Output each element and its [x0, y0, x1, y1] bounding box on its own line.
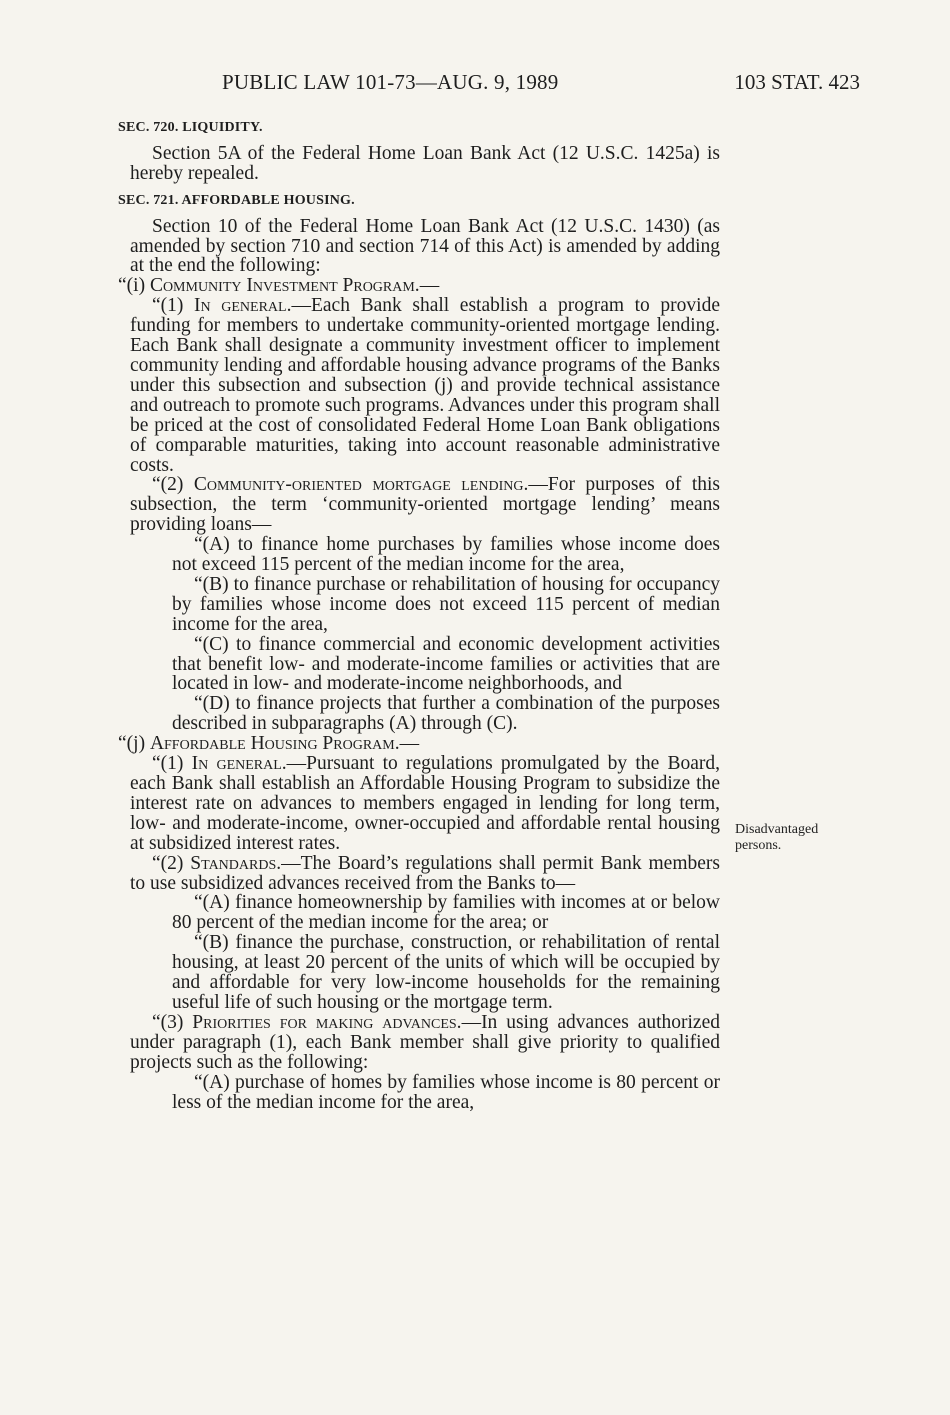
subsection-j-p2-text: —The Board’s regulations shall permit Bank members to use subsidized advances received from the Banks to— [130, 852, 720, 894]
subsection-i-paragraph-2 [130, 475, 720, 535]
subsection-i-heading [118, 275, 720, 297]
subsection-i-paragraph-1 [130, 296, 720, 475]
subsection-j-prefix: “(j) [118, 733, 150, 755]
subsection-j-p1-heading: In general. [191, 753, 287, 775]
subsection-i-dash: — [419, 275, 440, 297]
subsection-j-dash: — [399, 733, 420, 755]
section-720-heading: SEC. 720. LIQUIDITY. [118, 120, 263, 135]
subsection-i-clause-a: “(A) to finance home purchases by families whose income does not exceed 115 percent of the median income for the area, [172, 534, 720, 576]
section-720-text: Section 5A of the Federal Home Loan Bank Act (12 U.S.C. 1425a) is hereby repealed. [130, 142, 720, 184]
subsection-j-paragraph-1 [130, 754, 720, 854]
subsection-j-clause-b: “(B) finance the purchase, construction, or rehabilitation of rental housing, at least 20 percent of the units of which will be occupied by and affordable for very low-income households for the remaining useful life of such housing or the mortgage term. [172, 932, 720, 1013]
subsection-j-heading [118, 733, 720, 755]
subsection-i-p2-heading: Community-oriented mortgage lending. [193, 474, 529, 496]
subsection-j-p3-clause-a: “(A) purchase of homes by families whose income is 80 percent or less of the median income for the area, [172, 1071, 720, 1113]
subsection-i-clause-d: “(D) to finance projects that further a combination of the purposes described in subparagraphs (A) through (C). [172, 693, 720, 735]
subsection-j-title: Affordable Housing Program. [149, 733, 400, 755]
subsection-j-p2-prefix: “(2) [152, 852, 191, 874]
subsection-i-p2-text: —For purposes of this subsection, the term ‘community-oriented mortgage lending’ means providing loans— [130, 474, 720, 536]
subsection-i-p1-prefix: “(1) [152, 295, 195, 317]
subsection-j-clause-a: “(A) finance homeownership by families with incomes at or below 80 percent of the median income for the area; or [172, 892, 720, 934]
subsection-j-p1-text: —Pursuant to regulations promulgated by the Board, each Bank shall establish an Affordable Housing Program to subsidize the interest rate on advances to members engaged in lending for long term, low- and moderate-income, owner-occupied and affordable rental housing at subsidized interest rates. [130, 753, 720, 854]
subsection-i-p1-heading: In general. [194, 295, 292, 317]
subsection-j-p1-prefix: “(1) [152, 753, 192, 775]
body-text [118, 118, 720, 1113]
subsection-i-clause-b: “(B) to finance purchase or rehabilitation of housing for occupancy by families whose income does not exceed 115 percent of median income for the area, [172, 573, 720, 635]
subsection-j-p3-text: —In using advances authorized under paragraph (1), each Bank member shall give priority to qualified projects such as the following: [130, 1011, 720, 1073]
running-title: PUBLIC LAW 101-73—AUG. 9, 1989 [222, 70, 559, 94]
subsection-j-paragraph-2 [130, 854, 720, 894]
subsection-j-p3-prefix: “(3) [152, 1011, 193, 1033]
subsection-j-p3-heading: Priorities for making advances. [192, 1011, 462, 1033]
subsection-j-p2-heading: Standards. [190, 852, 282, 874]
subsection-j-paragraph-3 [130, 1013, 720, 1073]
subsection-i-p1-text: —Each Bank shall establish a program to provide funding for members to undertake community-oriented mortgage lending. Each Bank shall designate a community investment officer to implement community lending and affordable housing advance programs of the Banks under this subsection and subsection (j) and provide technical assistance and outreach to promote such programs. Advances under this program shall be priced at the cost of consolidated Federal Home Loan Bank obligations of comparable maturities, taking into account reasonable administrative costs. [130, 295, 720, 476]
margin-note-line-2: persons. [735, 838, 782, 853]
statute-page-number: 103 STAT. 423 [734, 70, 860, 94]
section-721-heading: SEC. 721. AFFORDABLE HOUSING. [118, 192, 355, 208]
subsection-i-clause-c: “(C) to finance commercial and economic development activities that benefit low- and moderate-income families or activities that are located in low- and moderate-income neighborhoods, and [172, 633, 720, 695]
subsection-i-prefix: “(i) [118, 275, 150, 297]
subsection-i-title: Community Investment Program. [149, 275, 420, 297]
margin-note-line-1: Disadvantaged [735, 822, 819, 837]
page-header [130, 70, 860, 100]
section-721-text: Section 10 of the Federal Home Loan Bank Act (12 U.S.C. 1430) (as amended by section 710 and section 714 of this Act) is amended by adding at the end the following: [130, 215, 720, 277]
margin-note [735, 822, 818, 854]
subsection-i-p2-prefix: “(2) [152, 474, 194, 496]
